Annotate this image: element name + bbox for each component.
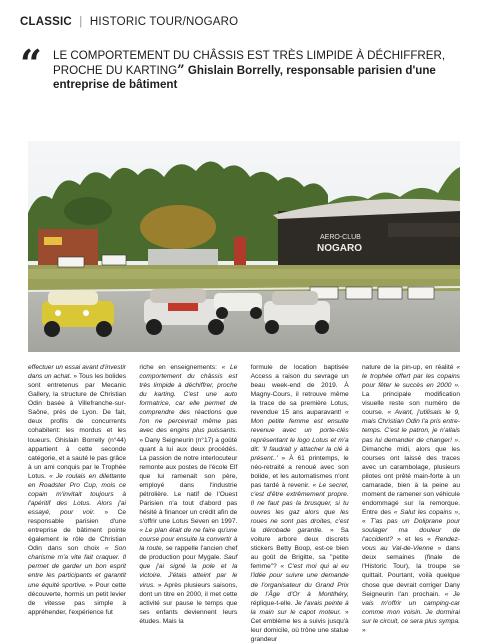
pull-quote — [20, 41, 472, 93]
text-segment: La principale modification visuelle reste son numéro de course. — [361, 391, 460, 417]
text-segment: » — [361, 626, 366, 634]
text-segment: « Son charisme m'a vite fait craquer. Il permet de garder un bon esprit entre les participants et garantit une équité sportive. — [28, 545, 126, 589]
open-quote-mark: “ — [20, 41, 42, 86]
pull-quote-attribution: Ghislain Borrelly, responsable parisien d'une entreprise de bâtiment — [53, 63, 436, 91]
text-segment: nature de la pin-up, en réalité — [361, 364, 457, 371]
text-segment: formule de location baptisée Access a raison du sevrage un beau week-end de 2019. À Magny-Cours, il retrouve même la trace de sa première Lotus, revendue 15 ans auparavant! — [250, 364, 349, 417]
text-segment: T'as pas un Doliprane pour soulager ma douleur de l'accident? — [361, 518, 460, 544]
text-segment: . Dimanche midi, alors que les courses ont laissé des traces avec un carambolage, plusieurs pilotes ont prêté main-forte à un camarade, bien à la peine au moment de ramener son véhicule endommagé sur la remorque. Entre des — [361, 436, 460, 516]
text-segment: « C'est moi qui ai eu l'idée pour suivre une demande de l'organisateur du Grand Prix de l'Âge d'Or à Montlhéry, — [250, 563, 349, 598]
hangar-sign-line2: NOGARO — [317, 243, 362, 254]
text-segment: » Ce responsable parisien d'une entreprise de bâtiment pointe également le rôle de Christian Odin dans son choix — [28, 509, 126, 553]
article-body — [28, 363, 460, 643]
text-segment: « Le comportement du châssis est très limpide à déchiffrer, proche du karting. C'est une auto formatrice, car elle permet de comprendre des réactions que l'on ne percevrait même pas avec des engins plus puissants. — [139, 364, 238, 435]
subsection-label: HISTORIC TOUR/NOGARO — [89, 16, 239, 28]
text-segment: Je l'avais peinte à la main sur le capot moteur. — [250, 599, 349, 616]
pull-quote-text: LE COMPORTEMENT DU CHÂSSIS EST TRÈS LIMPIDE À DÉCHIFFRER, PROCHE DU KARTING — [53, 49, 446, 77]
article-column-4 — [361, 363, 460, 634]
text-segment: » dans deux semaines (finale de l'Historic Tour), la troupe se quittait. Pourtant, voilà quelque chose que devrait corriger Dany Seigneurin l'an prochain. — [361, 545, 460, 598]
text-segment: « le trophée offert par les copains pour fêter le succès en 2000 ». — [361, 364, 460, 390]
text-segment: » Cet emblème les a suivis jusqu'à leur domicile, où trône une statue grandeur — [250, 608, 349, 643]
text-segment: « Le plan était de ne faire qu'une course pour ensuite la convertir à la route, — [139, 527, 238, 553]
text-segment: » À 61 printemps, le néo-retraité a renoué avec son bolide, et les automatismes n'ont pas tardé à revenir. — [250, 454, 349, 489]
article-column-3 — [250, 363, 349, 643]
article-column-2 — [139, 363, 238, 625]
text-segment: » Dany Seigneurin (n°17) a goûté quant à lui aux deux procédés. La passion de notre interlocuteur remonte aux postes de l'école Elf que lui ramenait son père, employé dans l'industrie pétrolière. Le natif de l'Ouest Parisien n'a tout d'abord pas hésité à financer un crédit afin de s'offrir une Lotus Seven en 1997. — [139, 436, 238, 526]
text-segment: « Je roulais en dilettante en Roadster Pro Cup, mois ce copain m'invitait toujours à l'apéritif des Lotus. Alors j'ai essayé, pour voir. — [28, 472, 126, 516]
race-photo — [28, 141, 460, 352]
article-column-1 — [28, 363, 126, 618]
text-segment: « Mon petite femme est ensuite revenue avec un porte-clés représentant le logo Lotus et m'a dit: 'Il faudrait y attacher la clé à présent..' — [250, 409, 349, 462]
close-quote-mark: ” — [177, 62, 185, 78]
text-segment: Rendez-vous au Val-de-Vienne — [361, 536, 460, 553]
text-segment: se rappelle l'ancien chef de production pour Mygale. — [139, 545, 238, 562]
text-segment: réplique-t-elle. — [250, 599, 295, 607]
text-segment: » Après plusieurs saisons, dont un titre en 2000, il met cette activité sur pause le temps que ses enfants deviennent leurs études. Mais la — [139, 581, 238, 625]
section-label: CLASSIC — [20, 16, 72, 28]
text-segment: riche en enseignements: — [139, 364, 222, 371]
text-segment: effectuer un essai avant d'investir dans un achat. — [28, 364, 126, 381]
text-segment: Sauf que j'ai signé la pole et la victoire. J'étais atteint par le virus. — [139, 554, 238, 589]
text-segment: » Sa voiture arbore deux discrets stickers Betty Boop, est-ce bien au goût de Brigitte, sa "petite femme"? — [250, 527, 349, 571]
text-segment: » Tous les bolides sont entretenus par Mecanic Gallery, la structure de Christian Odin basée à Villefranche-sur-Saône, près de Lyon. De fait, deux profils de concurrents cohabitent: les mordus et les loueurs. Ghislain Borrelly (n°44) appartient à cette seconde catégorie, et a sauté le pas grâce à un ami conquis par le Trophée Lotus. — [28, 373, 126, 480]
header-separator: | — [79, 16, 83, 28]
text-segment: « Salut les copains » — [393, 509, 459, 516]
text-segment: » et les « — [392, 536, 436, 544]
text-segment: « Le secret, c'est d'être extrêmement propre. Il ne faut pas la brusquer, si tu ouvres les gaz alors que les roues ne sont pas droites, c'est la dérobade garantie. — [250, 481, 349, 535]
text-segment: « Avant, j'utilisais le 9, mais Christian Odin l'a pris entre-temps. C'est le patron, je n'allais pas lui demander de changer! » — [361, 409, 460, 444]
hangar-sign-line1: AERO-CLUB — [320, 234, 361, 241]
text-segment: « Je vais m'offrir un camping-car comme mon voisin. Je dormirai sur le circuit, ce sera plus sympa. — [361, 590, 460, 625]
page-header — [20, 16, 238, 28]
text-segment: , « — [361, 509, 460, 526]
text-segment: » Pour cette découverte, hormis un petit levier de vitesse pas simple à appréhender, l'expérience fut — [28, 581, 126, 616]
